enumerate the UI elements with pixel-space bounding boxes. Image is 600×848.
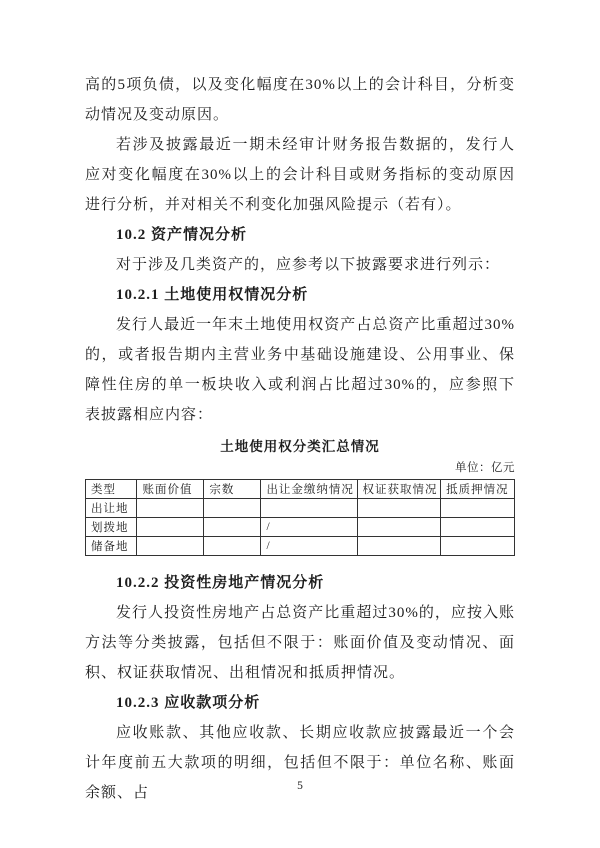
- table-unit-note: 单位：亿元: [455, 462, 515, 474]
- table-title: 土地使用权分类汇总情况: [220, 439, 380, 454]
- column-header-certificate: 权证获取情况: [357, 480, 441, 499]
- section-heading-10-2-1: 10.2.1 土地使用权情况分析: [116, 287, 309, 303]
- table-header-row: [86, 480, 515, 499]
- paragraph-carryover: 高的5项负债，以及变化幅度在30%以上的会计科目，分析变动情况及变动原因。: [85, 77, 515, 123]
- cell-value: [357, 499, 441, 518]
- cell-value: [204, 537, 261, 556]
- column-header-pledge: 抵质押情况: [441, 480, 515, 499]
- paragraph-assets-intro: 对于涉及几类资产的，应参考以下披露要求进行列示：: [116, 257, 501, 273]
- land-use-table: [85, 479, 515, 556]
- column-header-grant-fee: 出让金缴纳情况: [261, 480, 357, 499]
- cell-value: [261, 499, 357, 518]
- cell-value: [357, 537, 441, 556]
- paragraph-receivables: 应收账款、其他应收款、长期应收款应披露最近一个会计年度前五大款项的明细，包括但不限于：单位名称、账面余额、占: [85, 725, 515, 801]
- cell-value: [357, 518, 441, 537]
- section-heading-10-2: 10.2 资产情况分析: [116, 227, 248, 243]
- cell-value: [137, 518, 204, 537]
- cell-row-label: 储备地: [86, 537, 137, 556]
- document-content: [85, 70, 515, 808]
- table-row: [86, 499, 515, 518]
- paragraph-land-use: 发行人最近一年末土地使用权资产占总资产比重超过30%的，或者报告期内主营业务中基础设施建设、公用事业、保障性住房的单一板块收入或利润占比超过30%的，应参照下表披露相应内容：: [85, 317, 515, 423]
- section-heading-10-2-3: 10.2.3 应收款项分析: [116, 695, 261, 711]
- cell-value: [204, 499, 261, 518]
- cell-value: /: [261, 537, 357, 556]
- cell-value: [204, 518, 261, 537]
- cell-value: [441, 537, 515, 556]
- cell-value: [441, 518, 515, 537]
- cell-row-label: 划拨地: [86, 518, 137, 537]
- column-header-type: 类型: [86, 480, 137, 499]
- section-heading-10-2-2: 10.2.2 投资性房地产情况分析: [116, 575, 325, 591]
- cell-value: /: [261, 518, 357, 537]
- table-row: [86, 518, 515, 537]
- paragraph-investment-property: 发行人投资性房地产占总资产比重超过30%的，应按入账方法等分类披露，包括但不限于：账面价值及变动情况、面积、权证获取情况、出租情况和抵质押情况。: [85, 605, 515, 681]
- page-number: 5: [297, 780, 303, 792]
- column-header-parcel-count: 宗数: [204, 480, 261, 499]
- table-row: [86, 537, 515, 556]
- cell-value: [137, 499, 204, 518]
- cell-value: [137, 537, 204, 556]
- cell-row-label: 出让地: [86, 499, 137, 518]
- cell-value: [441, 499, 515, 518]
- paragraph-unaudited: 若涉及披露最近一期未经审计财务报告数据的，发行人应对变化幅度在30%以上的会计科目或财务指标的变动原因进行分析，并对相关不利变化加强风险提示（若有）。: [85, 137, 515, 213]
- column-header-book-value: 账面价值: [137, 480, 204, 499]
